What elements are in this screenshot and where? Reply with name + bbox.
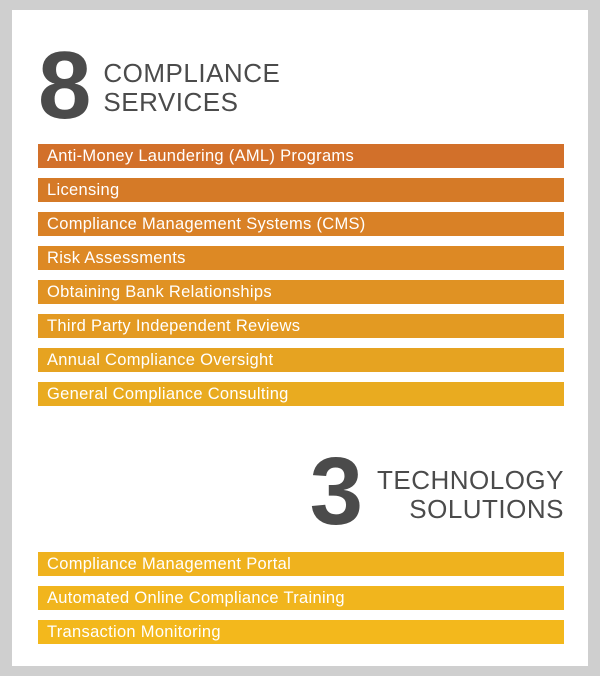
- service-item-bank-relationships: Obtaining Bank Relationships: [38, 280, 564, 304]
- technology-heading: [377, 460, 564, 523]
- services-heading-line1: COMPLIANCE: [103, 58, 281, 89]
- technology-heading-line2: SOLUTIONS: [409, 494, 564, 524]
- technology-heading-line1: TECHNOLOGY: [376, 465, 564, 496]
- technology-count: 3: [309, 438, 361, 545]
- services-heading-line2: SERVICES: [103, 87, 239, 117]
- service-item-annual-oversight: Annual Compliance Oversight: [38, 348, 564, 372]
- service-item-risk-assessments: Risk Assessments: [38, 246, 564, 270]
- services-header: [38, 32, 281, 139]
- technology-header: [309, 438, 564, 545]
- service-item-independent-reviews: Third Party Independent Reviews: [38, 314, 564, 338]
- tech-item-management-portal: Compliance Management Portal: [38, 552, 564, 576]
- tech-item-transaction-monitoring: Transaction Monitoring: [38, 620, 564, 644]
- technology-list: [38, 552, 564, 654]
- services-heading: [103, 55, 280, 116]
- content-panel: [12, 10, 588, 666]
- services-list: [38, 144, 564, 416]
- service-item-licensing: Licensing: [38, 178, 564, 202]
- service-item-cms: Compliance Management Systems (CMS): [38, 212, 564, 236]
- tech-item-online-training: Automated Online Compliance Training: [38, 586, 564, 610]
- service-item-general-consulting: General Compliance Consulting: [38, 382, 564, 406]
- service-item-aml: Anti-Money Laundering (AML) Programs: [38, 144, 564, 168]
- services-count: 8: [38, 32, 90, 139]
